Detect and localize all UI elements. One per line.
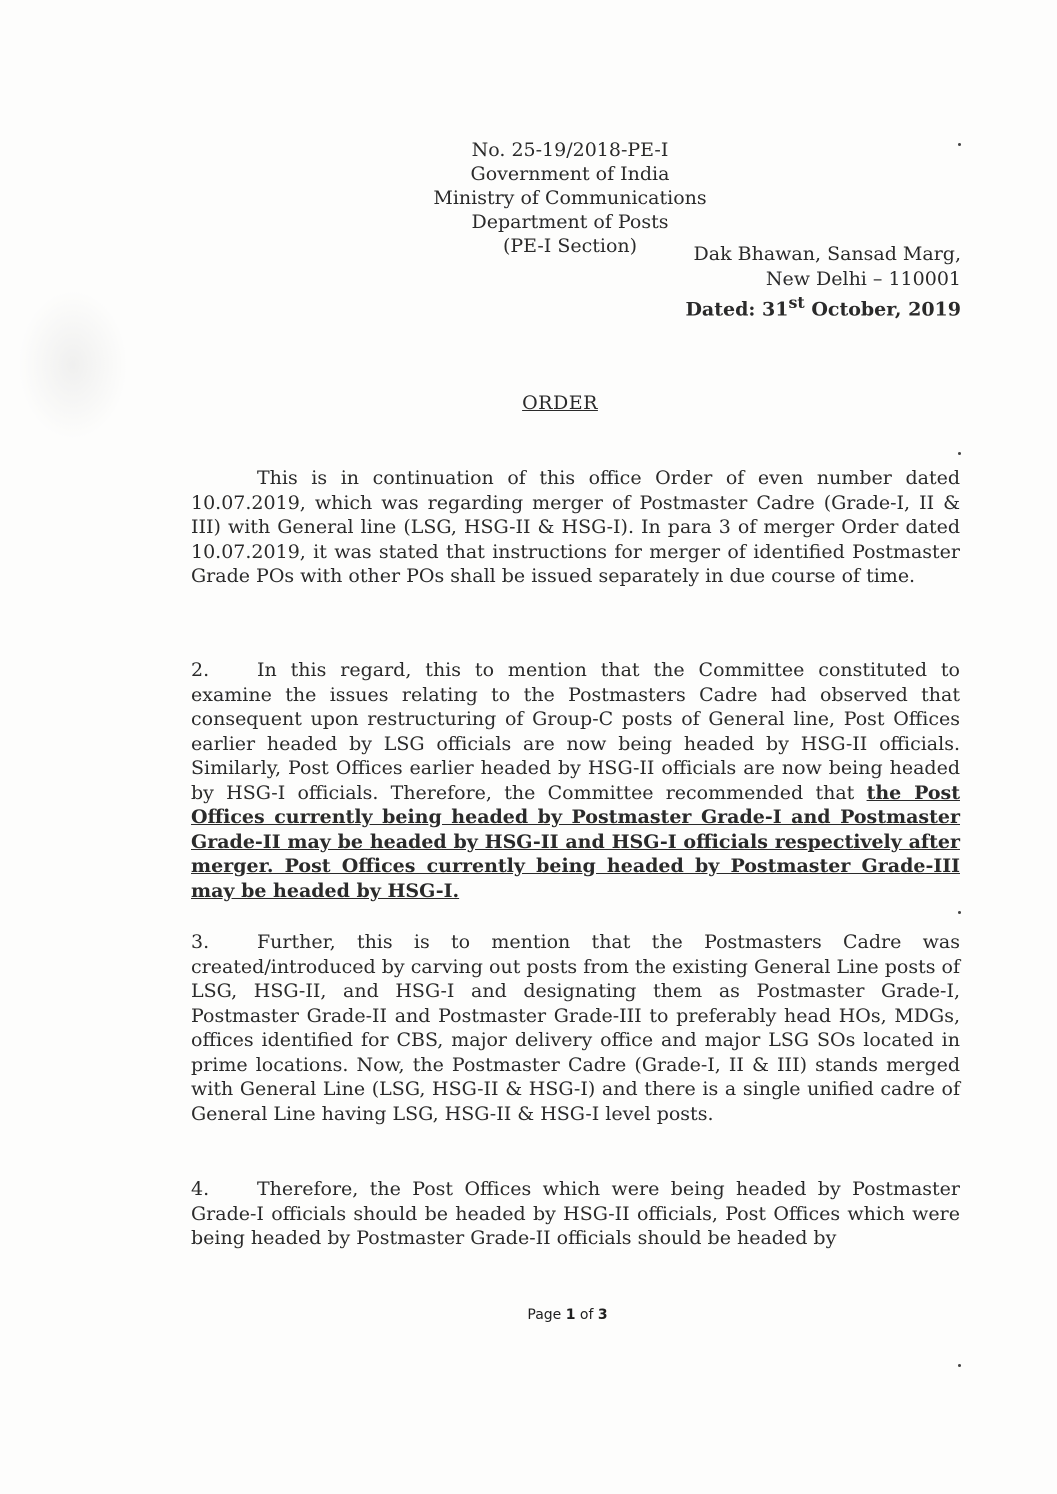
- date-line: [541, 291, 961, 322]
- scan-smudge: [18, 290, 128, 440]
- scan-speck: [958, 452, 961, 455]
- scan-speck: [958, 143, 961, 146]
- page-footer: [0, 1307, 1057, 1323]
- paragraph-2-number: 2.: [191, 659, 210, 681]
- paragraph-2-underlined-text: the Post Offices currently being headed by Postmaster Grade-I and Postmaster Grade-II may be headed by HSG-II and HSG-I officials respectively after merger. Post Offices currently being headed by Postmaster Grade-III may be headed by HSG-I.: [191, 781, 960, 902]
- paragraph-2-text: In this regard, this to mention that the Committee constituted to examine the issues relating to the Postmasters Cadre had observed that consequent upon restructuring of Group-C posts of General line, Post Offices earlier headed by LSG officials are now being headed by HSG-II officials. Similarly, Post Offices earlier headed by HSG-II officials are now being headed by HSG-I officials. Therefore, the Committee recommended that: [191, 659, 960, 804]
- file-number: No. 25-19/2018-PE-I: [471, 139, 669, 161]
- paragraph-4-text: Therefore, the Post Offices which were being headed by Postmaster Grade-I officials should be headed by HSG-II officials, Post Offices which were being headed by Postmaster Grade-II officials should be headed by: [191, 1178, 960, 1249]
- order-title: ORDER: [522, 392, 598, 414]
- date-rest: October, 2019: [804, 298, 961, 321]
- paragraph-3-number: 3.: [191, 931, 210, 953]
- address-block: [541, 242, 961, 322]
- government-line: Government of India: [470, 163, 670, 185]
- paragraph-3-text: Further, this is to mention that the Postmasters Cadre was created/introduced by carving out posts from the existing General Line posts of LSG, HSG-II, and HSG-I and designating them as Postmaster Grade-I, Postmaster Grade-II and Postmaster Grade-III to preferably head HOs, MDGs, offices identified for CBS, major delivery office and major LSG SOs located in prime locations. Now, the Postmaster Cadre (Grade-I, II & III) stands merged with General Line (LSG, HSG-II & HSG-I) and there is a single unified cadre of General Line having LSG, HSG-II & HSG-I level posts.: [191, 931, 960, 1125]
- ministry-line: Ministry of Communications: [433, 187, 707, 209]
- department-line: Department of Posts: [471, 211, 669, 233]
- paragraph-4: [191, 1177, 960, 1251]
- date-superscript: st: [788, 293, 805, 312]
- scan-speck: [958, 1364, 961, 1367]
- paragraph-2: [191, 658, 960, 903]
- section-line: (PE-I Section): [502, 235, 638, 257]
- paragraph-4-number: 4.: [191, 1178, 210, 1200]
- footer-middle: of: [575, 1307, 598, 1323]
- footer-total-pages: 3: [597, 1307, 608, 1323]
- paragraph-3: [191, 930, 960, 1126]
- footer-current-page: 1: [565, 1307, 576, 1323]
- address-line-2: New Delhi – 110001: [765, 267, 961, 290]
- address-line-1: Dak Bhawan, Sansad Marg,: [693, 243, 961, 265]
- paragraph-1: This is in continuation of this office Order of even number dated 10.07.2019, which was regarding merger of Postmaster Cadre (Grade-I, II & III) with General line (LSG, HSG-II & HSG-I). In para 3 of merger Order dated 10.07.2019, it was stated that instructions for merger of identified Postmaster Grade POs with other POs shall be issued separately in due course of time.: [191, 467, 960, 587]
- date-label: Dated: 31: [685, 298, 789, 321]
- scan-speck: [958, 911, 961, 914]
- footer-prefix: Page: [527, 1307, 566, 1323]
- letterhead: [380, 138, 760, 258]
